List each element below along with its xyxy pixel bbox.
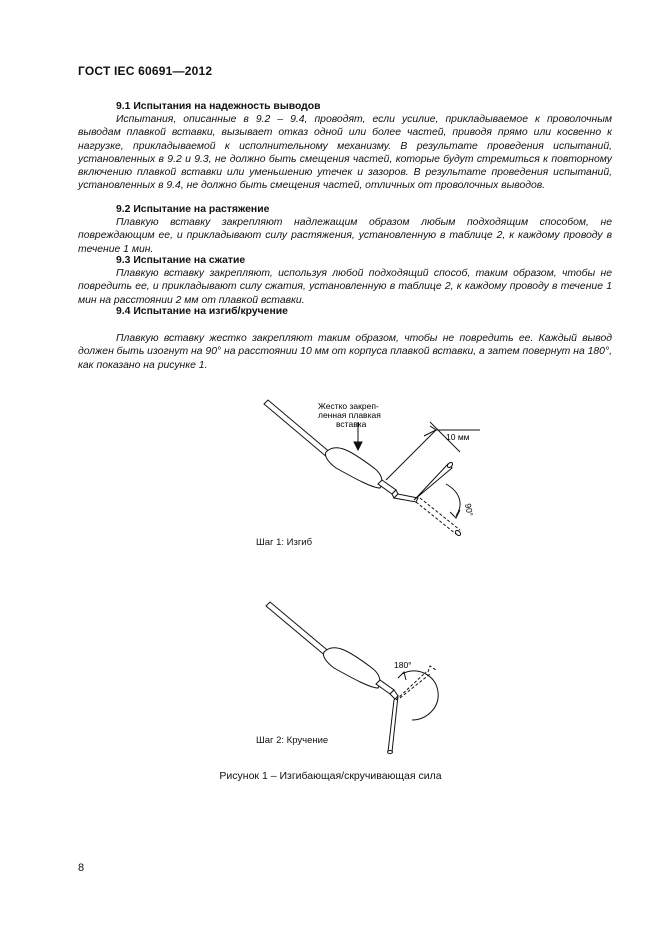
section-9-3 <box>78 254 612 307</box>
twisted-lead <box>388 696 398 752</box>
section-9-4-title: 9.4 Испытание на изгиб/кручение <box>116 306 288 317</box>
dimension-10mm: 10 мм <box>446 432 470 442</box>
section-9-1-body: Испытания, описанные в 9.2 – 9.4, проводят, если усилие, прикладываемое к проволочным выводам плавкой вставки, вызывает отказ одной или более частей, приводя прямо или косвенно к нагрузке, прикладываемой к исполнительному механизму. В результате проведения испытаний, установленных в 9.2 и 9.3, не должно быть смещения частей, которые будут стремиться к повторному включению плавкой вставки или уменьшению утечек и зазоров. В результате проведения испытаний, установленных в 9.4, не должно быть смещения частей, отличных от проволочных выводов. <box>78 114 612 192</box>
section-9-1 <box>78 100 612 192</box>
section-9-4-body: Плавкую вставку жестко закрепляют таким образом, чтобы не повредить ее. Каждый вывод должен быть изогнут на 90° на расстоянии 10 мм от корпуса плавкой вставки, а затем повернут на 180°, как показано на рисунке 1. <box>78 333 612 371</box>
figure-label-line1: Жестко закреп- <box>318 401 379 411</box>
section-9-4 <box>78 305 612 372</box>
left-lead-step2 <box>266 602 332 658</box>
figure-label-line2: ленная плавкая <box>318 410 381 420</box>
section-9-3-body: Плавкую вставку закрепляют, используя любой подходящий способ, таким образом, чтобы не повредить ее, и прикладывают силу сжатия, установленную в таблице 2, к каждому проводу в течение 1 мин на расстоянии 2 мм от плавкой вставки. <box>78 268 612 306</box>
angle-90-label: 90° <box>463 502 476 518</box>
fuse-body-step2 <box>323 648 380 688</box>
section-9-2 <box>78 203 612 256</box>
section-9-1-title: 9.1 Испытания на надежность выводов <box>116 101 321 112</box>
document-header: ГОСТ IEC 60691—2012 <box>78 64 213 78</box>
section-9-2-body: Плавкую вставку закрепляют надлежащим образом любым подходящим способом, не повреждающим ее, и прикладывают силу растяжения, установленную в таблице 2, к каждому проводу в течение 1 мин. <box>78 217 612 255</box>
figure-title: Рисунок 1 – Изгибающая/скручивающая сила <box>219 770 442 782</box>
bent-lead <box>414 464 452 500</box>
step-1-caption: Шаг 1: Изгиб <box>256 537 313 548</box>
figure-label-line3: вставка <box>336 419 367 429</box>
figure-bend-diagram <box>250 392 490 552</box>
page-number: 8 <box>78 862 85 874</box>
section-9-3-title: 9.3 Испытание на сжатие <box>116 255 246 266</box>
section-9-2-title: 9.2 Испытание на растяжение <box>116 204 270 215</box>
step-2-caption: Шаг 2: Кручение <box>256 735 329 746</box>
angle-180-label: 180° <box>394 660 412 670</box>
fuse-body <box>325 448 382 488</box>
